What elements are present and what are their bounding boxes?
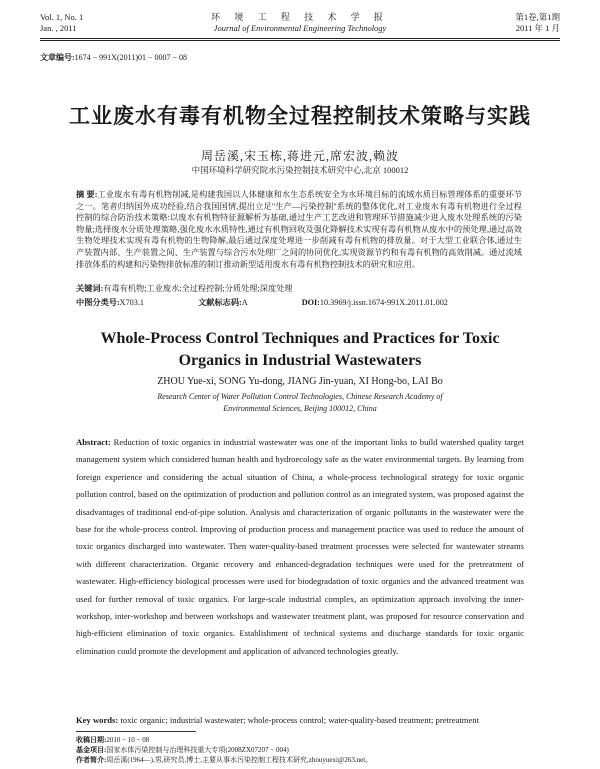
header-journal	[40, 12, 560, 34]
footnotes	[76, 735, 540, 765]
en-affiliation-line-2: Environmental Sciences, Beijing 100012, China	[223, 404, 377, 413]
cn-title: 工业废水有毒有机物全过程控制技术策略与实践	[69, 104, 531, 128]
doi-label: DOI:	[301, 298, 320, 307]
header-issue	[515, 12, 560, 34]
cn-keywords	[76, 283, 522, 294]
doc-value: A	[241, 298, 248, 307]
date-line: Jan. , 2011	[40, 23, 77, 33]
cn-abstract-label: 摘 要:	[76, 190, 98, 199]
cn-affiliation: 中国环境科学研究院水污染控制技术研究中心,北京 100012	[191, 165, 409, 175]
en-authors: ZHOU Yue-xi, SONG Yu-dong, JIANG Jin-yuan, XI Hong-bo, LAI Bo	[157, 376, 443, 387]
clc-number	[76, 298, 170, 307]
en-keywords-label: Key words:	[76, 715, 119, 725]
footnote-author	[76, 755, 540, 765]
en-keywords-text: toxic organic; industrial wastewater; whole-process control; water-quality-based treatment; pretreatment	[120, 715, 479, 725]
article-number-value: 1674 − 991X(2011)01 − 0007 − 08	[74, 53, 188, 62]
author-value: 周岳溪(1964—),男,研究员,博士,主要从事水污染控制工程技术研究,zhouyuexi@263.net。	[106, 756, 373, 764]
en-title-line-2: Organics in Industrial Wastewaters	[178, 352, 422, 369]
cn-abstract	[76, 189, 522, 270]
author-label: 作者简介:	[76, 756, 107, 764]
article-number	[40, 52, 187, 63]
en-abstract-label: Abstract:	[76, 437, 111, 447]
header-rule-top	[40, 38, 560, 39]
date-cn: 2011 年 1 月	[515, 23, 560, 33]
en-abstract-text: Reduction of toxic organics in industrial wastewater was one of the important links to build watershed quality target management system which considered human health and hydroecology safe as the water environmental targets. By learning from foreign experience and considering the actual situation of China, a whole-process technological strategy for toxic organic pollution control, based on the optimization of production and pollution control as an integrated system, was proposed against the disadvantages of traditional end-of-pipe solution. Analysis and characterization of organic pollutants in the wastewater were the base for the whole-process control. Improving of production process and management practice was used to reduce the amount of toxic organics discharged into wastewater. Then water-quality-based treatment processes were selected for wastewater streams with different characterization. Organic recovery and enhanced-degradation techniques were used for the pretreatment of wastewater. High-efficiency biological processes were used for biodegradation of toxic organics and the advanced treatment was used for further removal of toxic organics. For large-scale industrial complex, an optimization approach involving the inner-workshop, inter-workshop and between workshops and wastewater treatment plant, was proposed for resource conservation and high-efficient elimination of toxic organics. Establishment of technical systems and discharge standards for toxic organic elimination could promote the development and application of advanced technologies greatly.	[76, 437, 524, 656]
en-affiliation	[0, 391, 600, 415]
journal-name-cn: 环 境 工 程 技 术 学 报	[211, 12, 389, 22]
en-keywords	[76, 715, 524, 725]
received-label: 收稿日期:	[76, 736, 107, 744]
article-number-label: 文章编号:	[40, 53, 75, 62]
cn-abstract-text: 工业废水有毒有机物削减,是构建我国以人体健康和水生态系统安全为水环境目标的流域水质目标管理体系的重要环节之一。笔者归纳国外成功经验,结合我国国情,提出立足"生产—污染控制"系统的整体优化,对工业废水有毒有机物进行全过程控制的综合防治技术策略:以废水有机物特征源解析为基础,通过生产工艺改进和管理环节措施减少进入废水处理系统的污染物量;选择废水分质处理策略,强化废水水质特性,通过有机物回收及强化降解技术实现有毒有机物从废水中的预处理,通过高效生物处理技术实现有毒有机物的生物降解,最后通过深度处理进一步削减有毒有机物的排放量。对于大型工业联合体,通过生产装置内部、生产装置之间、生产装置与综合污水处理厂之间的协同优化,实现资源节约和有毒有机物的高效削减。通过流域排放体系的构建和污染物排放标准的制订推动新型适用废水有毒有机物控制技术的研究和应用。	[76, 190, 522, 269]
doc-code	[198, 298, 274, 307]
volume-line: Vol. 1, No. 1	[40, 12, 84, 22]
en-affiliation-line-1: Research Center of Water Pollution Control Technologies, Chinese Research Academy of	[157, 392, 443, 401]
cn-classification	[76, 297, 540, 308]
received-value: 2010 − 10 − 08	[106, 736, 150, 744]
footnote-received	[76, 735, 540, 745]
en-title	[0, 328, 600, 372]
cn-keywords-label: 关键词:	[76, 284, 104, 293]
fund-value: 国家水体污染控制与治理科技重大专项(2008ZX07207 − 004)	[106, 746, 289, 754]
doi	[302, 298, 474, 307]
clc-label: 中图分类号:	[76, 298, 120, 307]
fund-label: 基金项目:	[76, 746, 107, 754]
footnote-fund	[76, 745, 540, 755]
en-abstract	[76, 434, 524, 660]
issue-cn: 第1卷,第1期	[515, 12, 560, 22]
header-rule-bottom	[40, 40, 560, 41]
footnote-rule	[76, 731, 196, 732]
doi-value: 10.3969/j.issn.1674-991X.2011.01.002	[319, 298, 448, 307]
en-title-line-1: Whole-Process Control Techniques and Practices for Toxic	[100, 330, 500, 347]
journal-name-en: Journal of Environmental Engineering Technology	[213, 23, 387, 33]
clc-value: X703.1	[119, 298, 145, 307]
cn-keywords-text: 有毒有机物;工业废水;全过程控制;分质处理;深度处理	[103, 284, 293, 293]
doc-label: 文献标志码:	[198, 298, 242, 307]
cn-authors: 周岳溪,宋玉栋,蒋进元,席宏波,赖波	[200, 149, 399, 163]
